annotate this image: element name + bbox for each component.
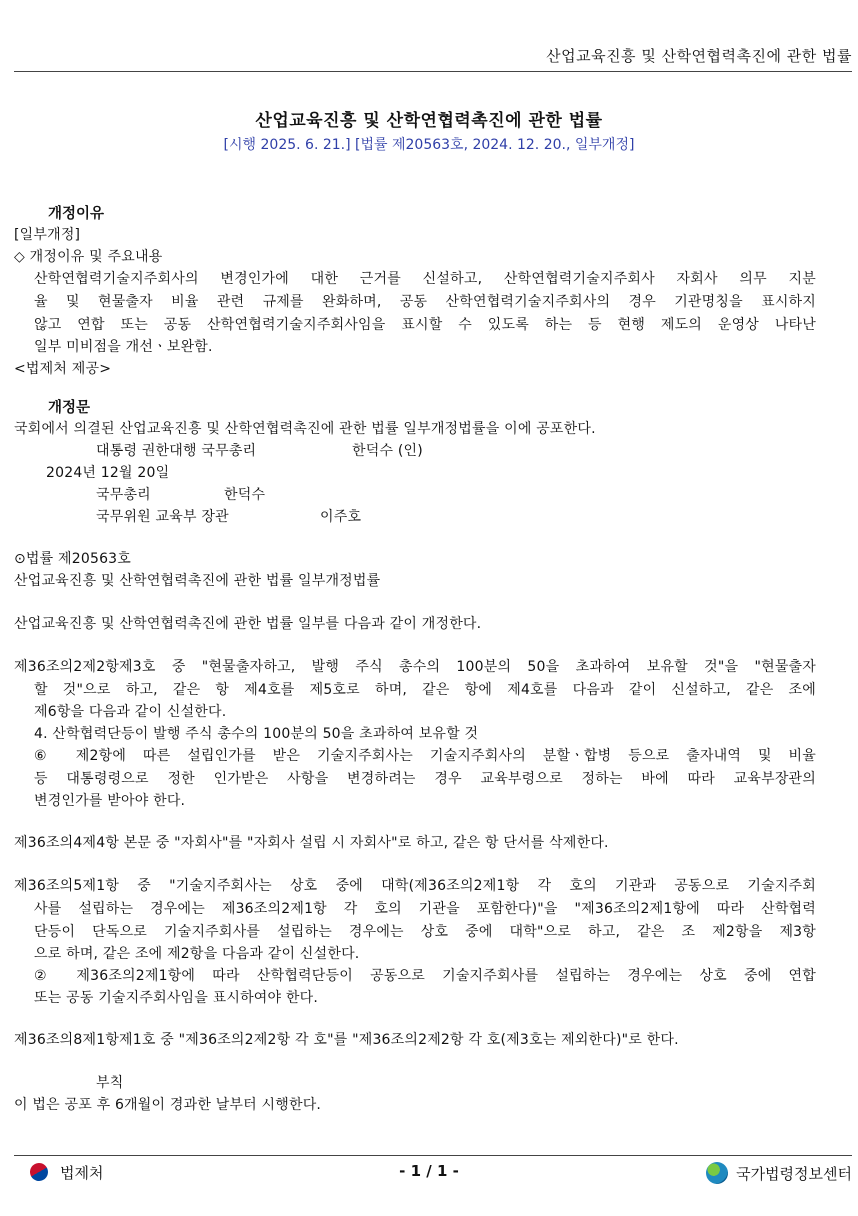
new-paragraph-6: 변경인가를 받아야 한다. bbox=[34, 793, 186, 809]
footer-divider bbox=[14, 1155, 852, 1156]
law-amendment-name: 산업교육진흥 및 산학연협력촉진에 관한 법률 일부개정법률 bbox=[14, 573, 381, 589]
amendment-text-line: 제36조의5제1항 중 "기술지주회사는 상호 중에 대학(제36조의2제1항 각 호의 기관과 공동으로 기술지주회 bbox=[14, 878, 816, 894]
footer-klic bbox=[706, 1162, 852, 1184]
amendment-text-line: 으로 하며, 같은 조에 제2항을 다음과 같이 신설한다. bbox=[34, 946, 360, 962]
amendment-text-line: 제6항을 다음과 같이 신설한다. bbox=[34, 704, 227, 720]
klic-logo-icon bbox=[706, 1162, 728, 1184]
acting-president-title: 대통령 권한대행 국무총리 bbox=[96, 443, 257, 459]
law-number: ⊙법률 제20563호 bbox=[14, 551, 132, 567]
law-title: 산업교육진흥 및 산학연협력촉진에 관한 법률 bbox=[255, 111, 603, 131]
amendment-text-line: 할 것"으로 하고, 같은 항 제4호를 제5호로 하며, 같은 항에 제4호를 다음과 같이 신설하고, 같은 조에 bbox=[34, 682, 816, 698]
prime-minister-title: 국무총리 bbox=[96, 487, 151, 503]
acting-president-name: 한덕수 (인) bbox=[352, 443, 423, 459]
amendment-text-line: 제36조의2제2항제3호 중 "현물출자하고, 발행 주식 총수의 100분의 50을 초과하여 보유할 것"을 "현물출자 bbox=[14, 659, 816, 675]
footer-right-label: 국가법령정보센터 bbox=[736, 1165, 852, 1183]
amendment-text-line: 제36조의8제1항제1호 중 "제36조의2제2항 각 호"를 "제36조의2제2항 각 호(제3호는 제외한다)"로 한다. bbox=[14, 1032, 679, 1048]
amendment-text-line: 제36조의4제4항 본문 중 "자회사"를 "자회사 설립 시 자회사"로 하고, 같은 항 단서를 삭제한다. bbox=[14, 835, 609, 851]
promulgation-date: 2024년 12월 20일 bbox=[46, 465, 170, 481]
minister-title: 국무위원 교육부 장관 bbox=[96, 509, 229, 525]
running-header: 산업교육진흥 및 산학연협력촉진에 관한 법률 bbox=[546, 47, 852, 65]
new-paragraph-2: 또는 공동 기술지주회사임을 표시하여야 한다. bbox=[34, 990, 319, 1006]
new-paragraph-2: ② 제36조의2제1항에 따라 산학협력단등이 공동으로 기술지주회사를 설립하는 경우에는 상호 중에 연합 bbox=[34, 968, 816, 984]
amendment-heading: 개정문 bbox=[48, 400, 91, 416]
new-paragraph-6: ⑥ 제2항에 따른 설립인가를 받은 기술지주회사는 기술지주회사의 분할ㆍ합병 등으로 출자내역 및 비율 bbox=[34, 748, 816, 764]
header-divider bbox=[14, 71, 852, 72]
amendment-opening: 산업교육진흥 및 산학연협력촉진에 관한 법률 일부를 다음과 같이 개정한다. bbox=[14, 616, 482, 632]
reason-item-heading: ◇ 개정이유 및 주요내용 bbox=[14, 249, 163, 265]
law-effective-info: [시행 2025. 6. 21.] [법률 제20563호, 2024. 12. 20., 일부개정] bbox=[223, 137, 635, 153]
supplementary-heading: 부칙 bbox=[96, 1075, 124, 1091]
reason-line: 않고 연합 또는 공동 산학연협력기술지주회사임을 표시할 수 있도록 하는 등 현행 제도의 운영상 나타난 bbox=[34, 317, 816, 333]
supplementary-provision: 이 법은 공포 후 6개월이 경과한 날부터 시행한다. bbox=[14, 1097, 322, 1113]
reason-line: 산학연협력기술지주회사의 변경인가에 대한 근거를 신설하고, 산학연협력기술지주회사 자회사 의무 지분 bbox=[34, 271, 816, 287]
reason-heading: 개정이유 bbox=[48, 206, 105, 222]
prime-minister-name: 한덕수 bbox=[224, 487, 266, 503]
reason-source: <법제처 제공> bbox=[14, 361, 112, 377]
amendment-text-line: 사를 설립하는 경우에는 제36조의2제1항 각 호의 기관을 포함한다)"을 "제36조의2제1항에 따라 산학협력 bbox=[34, 901, 816, 917]
promulgation-intro: 국회에서 의결된 산업교육진흥 및 산학연협력촉진에 관한 법률 일부개정법률을 이에 공포한다. bbox=[14, 421, 596, 437]
new-item-4: 4. 산학협력단등이 발행 주식 총수의 100분의 50을 초과하여 보유할 것 bbox=[34, 726, 479, 742]
amendment-text-line: 단등이 단독으로 기술지주회사를 설립하는 경우에는 상호 중에 대학"으로 하고, 같은 조 제2항을 제3항 bbox=[34, 924, 816, 940]
page-number: - 1 / 1 - bbox=[399, 1162, 459, 1180]
footer-left-label: 법제처 bbox=[60, 1164, 104, 1182]
reason-line: 율 및 현물출자 비율 관련 규제를 완화하며, 공동 산학연협력기술지주회사의 경우 기관명칭을 표시하지 bbox=[34, 294, 816, 310]
reason-line: 일부 미비점을 개선ㆍ보완함. bbox=[34, 339, 213, 355]
minister-name: 이주호 bbox=[320, 509, 362, 525]
new-paragraph-6: 등 대통령령으로 정한 인가받은 사항을 변경하려는 경우 교육부령으로 정하는 바에 따라 교육부장관의 bbox=[34, 771, 816, 787]
amendment-type: [일부개정] bbox=[14, 227, 81, 243]
